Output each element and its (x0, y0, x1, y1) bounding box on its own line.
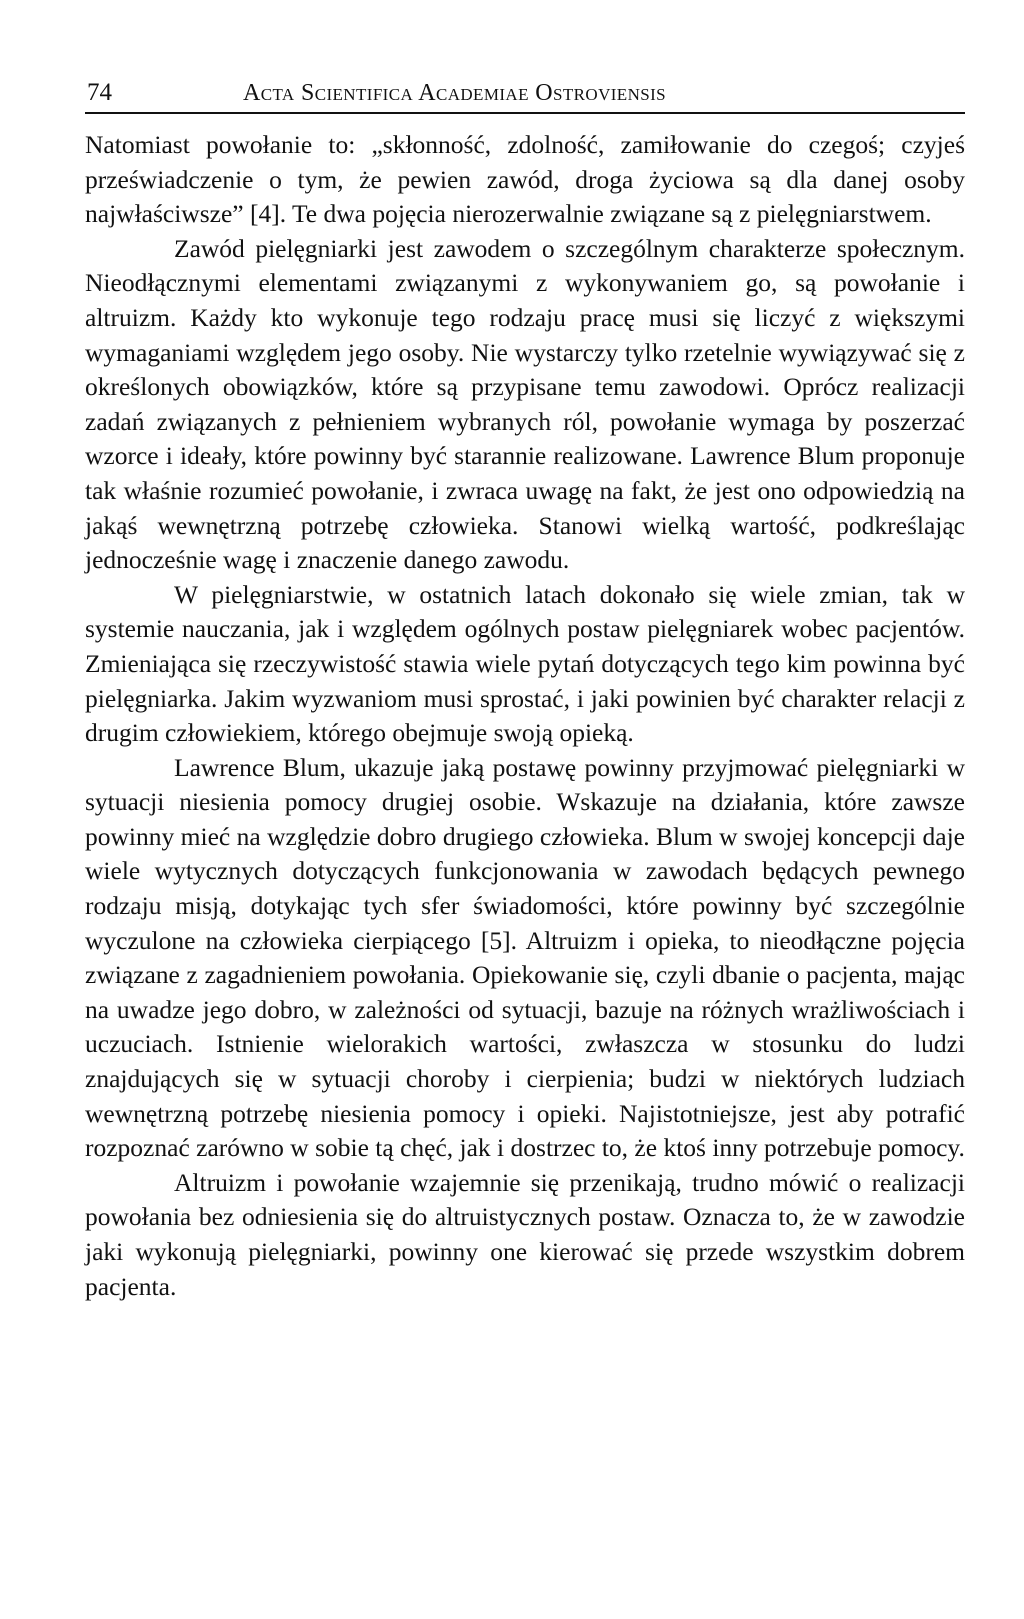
paragraph-2: Zawód pielęgniarki jest zawodem o szczególnym charakterze społecznym. Nieodłącznymi elementami związanymi z wykonywaniem go, są powołanie i altruizm. Każdy kto wykonuje tego rodzaju pracę musi się liczyć z większymi wymaganiami względem jego osoby. Nie wystarczy tylko rzetelnie wywiązywać się z określonych obowiązków, które są przypisane temu zawodowi. Oprócz realizacji zadań związanych z pełnieniem wybranych ról, powołanie wymaga by poszerzać wzorce i ideały, które powinny być starannie realizowane. Lawrence Blum proponuje tak właśnie rozumieć powołanie, i zwraca uwagę na fakt, że jest ono odpowiedzią na jakąś wewnętrzną potrzebę człowieka. Stanowi wielką wartość, podkreślając jednocześnie wagę i znaczenie danego zawodu. (85, 233, 965, 575)
paragraph-1: Natomiast powołanie to: „skłonność, zdolność, zamiłowanie do czegoś; czyjeś przeświadczenie o tym, że pewien zawód, droga życiowa są dla danej osoby najwłaściwsze” [4]. Te dwa pojęcia nierozerwalnie związane są z pielęgniarstwem. (85, 130, 965, 229)
paragraph-3: W pielęgniarstwie, w ostatnich latach dokonało się wiele zmian, tak w systemie nauczania, jak i względem ogólnych postaw pielęgniarek wobec pacjentów. Zmieniająca się rzeczywistość stawia wiele pytań dotyczących tego kim powinna być pielęgniarka. Jakim wyzwaniom musi sprostać, i jaki powinien być charakter relacji z drugim człowiekiem, którego obejmuje swoją opieką. (85, 579, 965, 748)
running-header (85, 78, 965, 114)
journal-title: Acta Scientifica Academiae Ostroviensis (243, 80, 667, 106)
article-body (85, 128, 965, 1304)
paragraph-4: Lawrence Blum, ukazuje jaką postawę powinny przyjmować pielęgniarki w sytuacji niesienia pomocy drugiej osobie. Wskazuje na działania, które zawsze powinny mieć na względzie dobro drugiego człowieka. Blum w swojej koncepcji daje wiele wytycznych dotyczących funkcjonowania w zawodach będących pewnego rodzaju misją, dotykając tych sfer świadomości, które powinny być szczególnie wyczulone na człowieka cierpiącego [5]. Altruizm i opieka, to nieodłączne pojęcia związane z zagadnieniem powołania. Opiekowanie się, czyli dbanie o pacjenta, mając na uwadze jego dobro, w zależności od sytuacji, bazuje na różnych wrażliwościach i uczuciach. Istnienie wielorakich wartości, zwłaszcza w stosunku do ludzi znajdujących się w sytuacji choroby i cierpienia; budzi w niektórych ludziach wewnętrzną potrzebę niesienia pomocy i opieki. Najistotniejsze, jest aby potrafić rozpoznać zarówno w sobie tą chęć, jak i dostrzec to, że ktoś inny potrzebuje pomocy. (85, 752, 965, 1163)
paragraph-5: Altruizm i powołanie wzajemnie się przenikają, trudno mówić o realizacji powołania bez odniesienia się do altruistycznych postaw. Oznacza to, że w zawodzie jaki wykonują pielęgniarki, powinny one kierować się przede wszystkim dobrem pacjenta. (85, 1167, 965, 1301)
page-number: 74 (87, 79, 112, 106)
